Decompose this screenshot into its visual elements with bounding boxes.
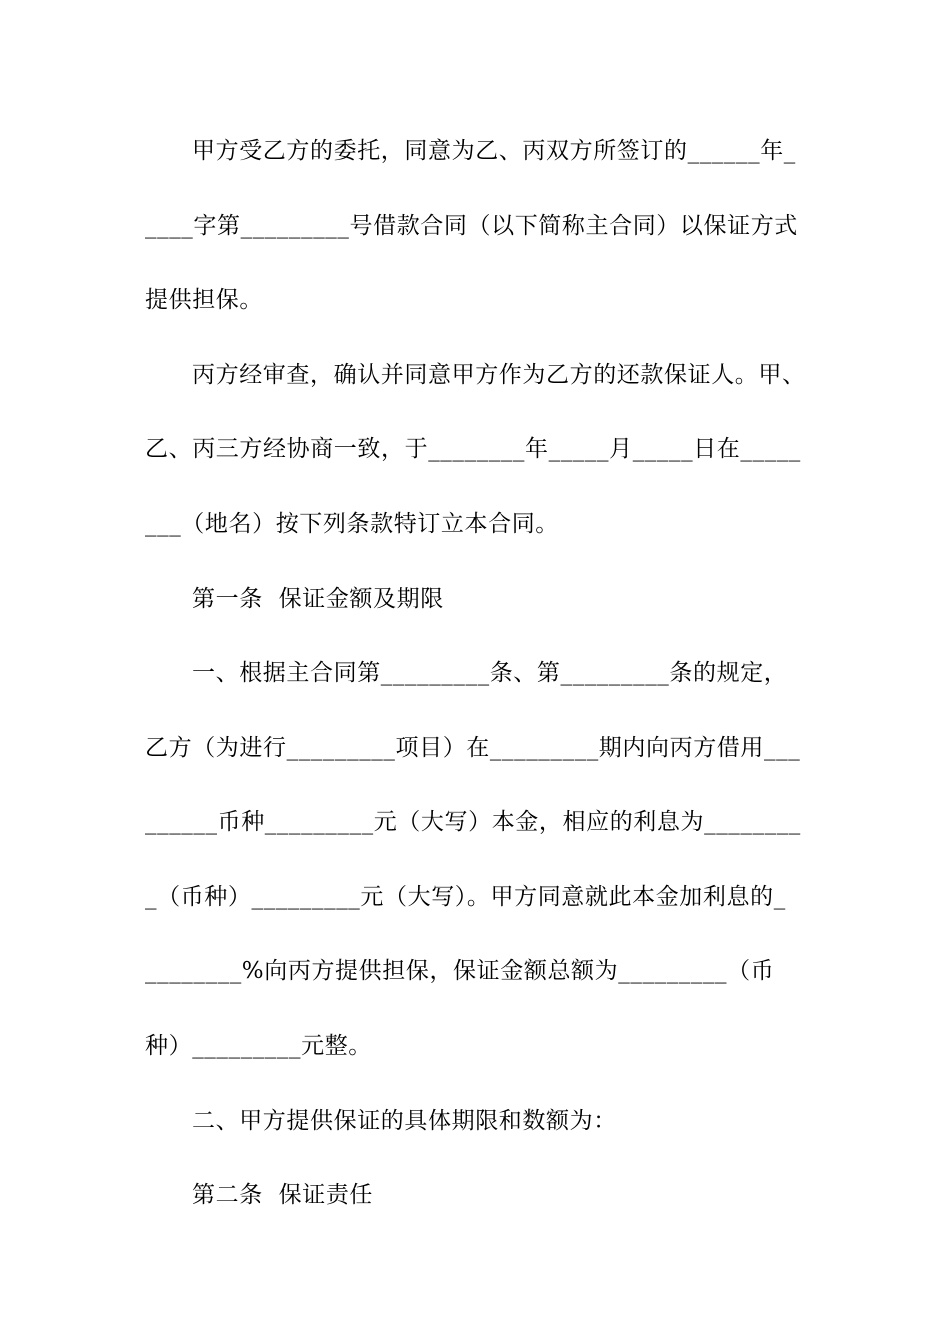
paragraph-line-9: 乙方（为进行_________项目）在_________期内向丙方借用___ bbox=[145, 735, 801, 761]
paragraph-line-13: 种）_________元整。 bbox=[145, 1033, 372, 1059]
paragraph-line-12: ________%向丙方提供担保，保证金额总额为_________（币 bbox=[145, 958, 775, 984]
paragraph-line-10: ______币种_________元（大写）本金，相应的利息为________ bbox=[145, 809, 801, 835]
paragraph-line-4: 丙方经审查，确认并同意甲方作为乙方的还款保证人。甲、 bbox=[192, 362, 806, 388]
article-heading-2: 第二条 保证责任 bbox=[192, 1182, 374, 1208]
paragraph-line-14: 二、甲方提供保证的具体期限和数额为： bbox=[192, 1108, 617, 1134]
paragraph-line-3: 提供担保。 bbox=[145, 287, 263, 313]
article-heading-1: 第一条 保证金额及期限 bbox=[192, 586, 444, 612]
paragraph-line-8: 一、根据主合同第_________条、第_________条的规定， bbox=[192, 660, 788, 686]
paragraph-line-1: 甲方受乙方的委托，同意为乙、丙双方所签订的______年_ bbox=[192, 138, 796, 164]
paragraph-line-11: _（币种）_________元（大写）。甲方同意就此本金加利息的_ bbox=[145, 884, 786, 910]
paragraph-line-6: ___（地名）按下列条款特订立本合同。 bbox=[145, 511, 559, 537]
paragraph-line-5: 乙、丙三方经协商一致，于________年_____月_____日在_____ bbox=[145, 436, 801, 462]
paragraph-line-2: ____字第_________号借款合同（以下简称主合同）以保证方式 bbox=[145, 213, 798, 239]
